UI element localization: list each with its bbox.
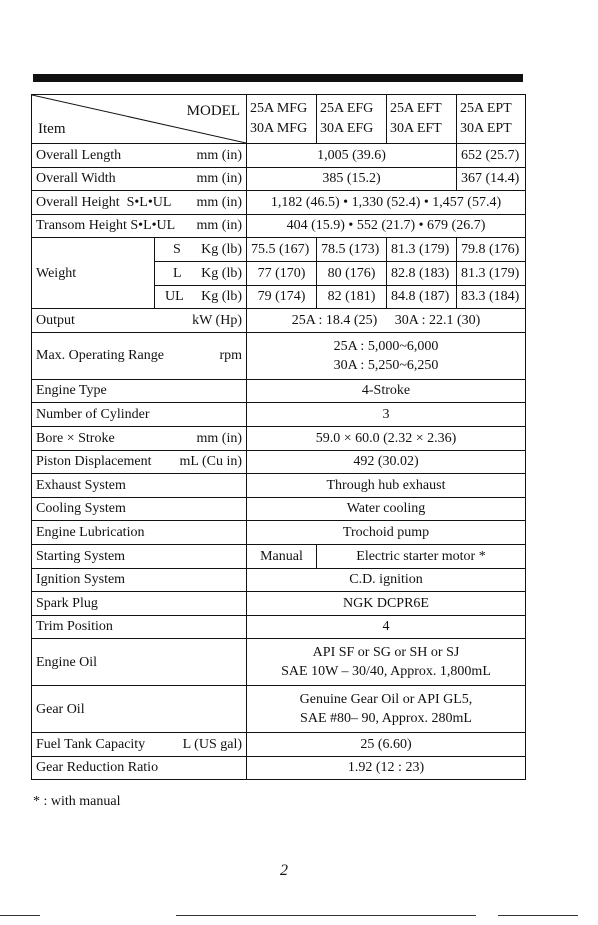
row-number-of-cylinder — [32, 403, 526, 427]
table-cell: Genuine Gear Oil or API GL5, SAE #80– 90, Approx. 280mL — [247, 686, 526, 733]
table-cell: Max. Operating Range rpm — [32, 332, 247, 379]
table-cell: 81.3 (179) — [457, 261, 526, 285]
table-cell: 4 — [247, 615, 526, 639]
table-cell: Trim Position — [32, 615, 247, 639]
footnote: * : with manual — [33, 794, 121, 809]
bottom-rule-right — [498, 915, 578, 916]
table-cell: 25A : 18.4 (25) 30A : 22.1 (30) — [247, 309, 526, 333]
table-cell: Gear Oil — [32, 686, 247, 733]
model-column-mfg: 25A MFG 30A MFG — [247, 95, 317, 144]
page-number: 2 — [280, 862, 288, 879]
table-cell: Output kW (Hp) — [32, 309, 247, 333]
row-max-operating-range — [32, 332, 526, 379]
row-output — [32, 309, 526, 333]
table-cell: 75.5 (167) — [247, 238, 317, 262]
table-cell: L Kg (lb) — [155, 261, 247, 285]
row-piston-displacement — [32, 450, 526, 474]
table-cell: Trochoid pump — [247, 521, 526, 545]
row-spark-plug — [32, 592, 526, 616]
row-engine-type — [32, 379, 526, 403]
row-cooling-system — [32, 497, 526, 521]
weight-label: Weight — [32, 238, 155, 309]
row-gear-oil — [32, 686, 526, 733]
table-cell: 78.5 (173) — [317, 238, 387, 262]
table-cell: 367 (14.4) — [457, 167, 526, 191]
row-bore-stroke — [32, 426, 526, 450]
table-cell: S Kg (lb) — [155, 238, 247, 262]
table-cell: 25A : 5,000~6,000 30A : 5,250~6,250 — [247, 332, 526, 379]
table-cell: Bore × Stroke mm (in) — [32, 426, 247, 450]
table-cell: 59.0 × 60.0 (2.32 × 2.36) — [247, 426, 526, 450]
model-label: MODEL — [186, 103, 240, 119]
row-ignition-system — [32, 568, 526, 592]
table-cell: Water cooling — [247, 497, 526, 521]
row-gear-reduction-ratio — [32, 756, 526, 780]
row-exhaust-system — [32, 474, 526, 498]
table-cell: 385 (15.2) — [247, 167, 457, 191]
row-transom-height — [32, 214, 526, 238]
table-cell: Electric starter motor * — [317, 544, 526, 568]
table-cell: Piston Displacement mL (Cu in) — [32, 450, 247, 474]
item-label: Item — [38, 120, 66, 137]
model-column-eft: 25A EFT 30A EFT — [387, 95, 457, 144]
table-cell: NGK DCPR6E — [247, 592, 526, 616]
specifications-table — [31, 94, 526, 780]
table-cell: UL Kg (lb) — [155, 285, 247, 309]
table-cell: Ignition System — [32, 568, 247, 592]
table-cell: Cooling System — [32, 497, 247, 521]
table-cell: Overall Width mm (in) — [32, 167, 247, 191]
table-cell: API SF or SG or SH or SJ SAE 10W – 30/40, Approx. 1,800mL — [247, 639, 526, 686]
table-cell: 81.3 (179) — [387, 238, 457, 262]
table-cell: 1.92 (12 : 23) — [247, 756, 526, 780]
table-cell: 83.3 (184) — [457, 285, 526, 309]
top-rule — [33, 74, 523, 82]
header-corner-cell — [32, 95, 247, 144]
table-cell: Spark Plug — [32, 592, 247, 616]
row-overall-width — [32, 167, 526, 191]
table-cell: 82 (181) — [317, 285, 387, 309]
table-cell: 1,182 (46.5) • 1,330 (52.4) • 1,457 (57.4) — [247, 191, 526, 215]
table-cell: Gear Reduction Ratio — [32, 756, 247, 780]
table-cell: Engine Oil — [32, 639, 247, 686]
table-cell: Overall Length mm (in) — [32, 144, 247, 168]
table-cell: Number of Cylinder — [32, 403, 247, 427]
table-cell: 77 (170) — [247, 261, 317, 285]
table-cell: 79.8 (176) — [457, 238, 526, 262]
table-cell: Transom Height S•L•UL mm (in) — [32, 214, 247, 238]
table-cell: 79 (174) — [247, 285, 317, 309]
table-cell: Starting System — [32, 544, 247, 568]
row-weight-s — [32, 238, 526, 262]
table-cell: Engine Type — [32, 379, 247, 403]
table-cell: 3 — [247, 403, 526, 427]
row-fuel-tank-capacity — [32, 733, 526, 757]
table-cell: Exhaust System — [32, 474, 247, 498]
table-cell: Engine Lubrication — [32, 521, 247, 545]
bottom-rule-left — [0, 915, 40, 916]
row-engine-lubrication — [32, 521, 526, 545]
row-starting-system — [32, 544, 526, 568]
table-cell: 80 (176) — [317, 261, 387, 285]
model-column-efg: 25A EFG 30A EFG — [317, 95, 387, 144]
table-cell: 4-Stroke — [247, 379, 526, 403]
table-cell: Manual — [247, 544, 317, 568]
bottom-rule-center — [176, 915, 476, 916]
model-column-ept: 25A EPT 30A EPT — [457, 95, 526, 144]
table-cell: Overall Height S•L•UL mm (in) — [32, 191, 247, 215]
table-cell: 82.8 (183) — [387, 261, 457, 285]
table-cell: 1,005 (39.6) — [247, 144, 457, 168]
row-overall-length — [32, 144, 526, 168]
row-trim-position — [32, 615, 526, 639]
row-overall-height — [32, 191, 526, 215]
table-cell: Fuel Tank Capacity L (US gal) — [32, 733, 247, 757]
table-cell: 84.8 (187) — [387, 285, 457, 309]
table-cell: Through hub exhaust — [247, 474, 526, 498]
table-cell: 25 (6.60) — [247, 733, 526, 757]
table-cell: 404 (15.9) • 552 (21.7) • 679 (26.7) — [247, 214, 526, 238]
row-engine-oil — [32, 639, 526, 686]
header-row — [32, 95, 526, 144]
table-cell: 652 (25.7) — [457, 144, 526, 168]
table-cell: C.D. ignition — [247, 568, 526, 592]
table-cell: 492 (30.02) — [247, 450, 526, 474]
